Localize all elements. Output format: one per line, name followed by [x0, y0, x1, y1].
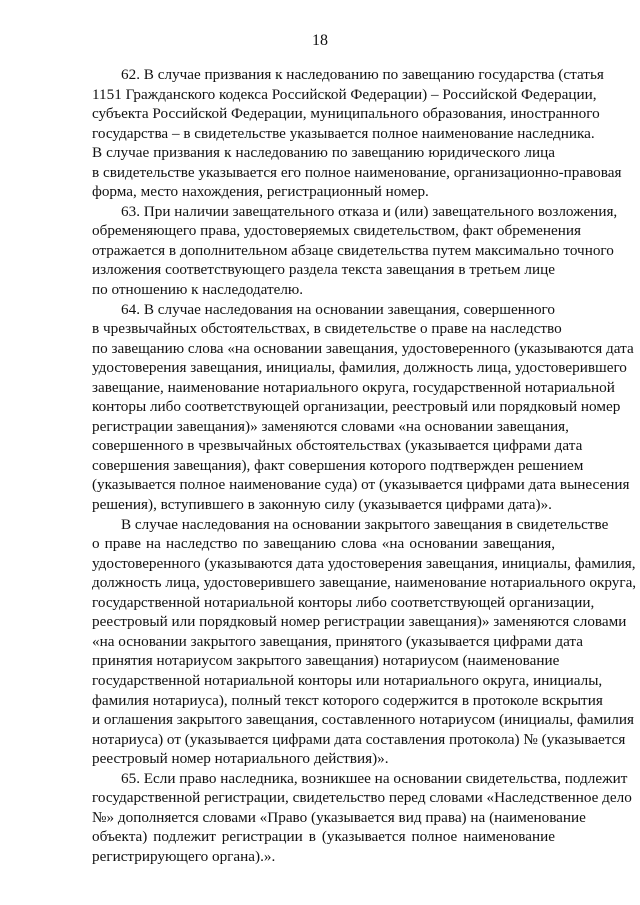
text-line: субъекта Российской Федерации, муниципального образования, иностранного: [92, 105, 600, 123]
text-line: отражается в дополнительном абзаце свидетельства путем максимально точного: [92, 241, 614, 259]
text-line: изложения соответствующего раздела текста завещания в третьем лице: [92, 261, 555, 279]
text-line: реестровый или порядковый номер регистрации завещания)» заменяются словами: [92, 613, 627, 631]
text-line: решения), вступившего в законную силу (указывается цифрами дата)».: [92, 496, 552, 514]
text-line: должность лица, удостоверившего завещание, наименование нотариального округа,: [92, 574, 637, 592]
text-line: принятия нотариусом закрытого завещания) нотариусом (наименование: [92, 652, 560, 670]
text-line: конторы либо соответствующей организации, реестровый или порядковый номер: [92, 398, 621, 416]
text-line: №» дополняется словами «Право (указывается вид права) на (наименование: [92, 808, 586, 826]
text-line: государственной нотариальной конторы либо соответствующей организации,: [92, 593, 595, 611]
text-line: форма, место нахождения, регистрационный номер.: [92, 183, 429, 201]
text-line: реестровый номер нотариального действия)».: [92, 750, 389, 768]
text-line: В случае призвания к наследованию по завещанию юридического лица: [92, 144, 555, 162]
text-line: 64. В случае наследования на основании завещания, совершенного: [121, 300, 555, 318]
text-line: о праве на наследство по завещанию слова «на основании завещания,: [92, 535, 555, 553]
page-number: 18: [312, 32, 328, 49]
text-line: регистрации завещания)» заменяются словами «на основании завещания,: [92, 417, 569, 435]
text-line: завещание, наименование нотариального округа, государственной нотариальной: [92, 378, 615, 396]
text-line: 1151 Гражданского кодекса Российской Федерации) – Российской Федерации,: [92, 85, 597, 103]
text-line: государства – в свидетельстве указывается полное наименование наследника.: [92, 124, 595, 142]
text-line: удостоверения завещания, инициалы, фамилия, должность лица, удостоверившего: [92, 359, 627, 377]
text-line: 62. В случае призвания к наследованию по завещанию государства (статья: [121, 66, 604, 83]
text-line: государственной нотариальной конторы или нотариального округа, инициалы,: [92, 671, 603, 689]
text-line: (указывается полное наименование суда) от (указывается цифрами дата вынесения: [92, 476, 630, 494]
text-line: государственной регистрации, свидетельство перед словами «Наследственное дело: [92, 789, 632, 807]
paragraph: [92, 300, 634, 515]
paragraph: [92, 769, 632, 867]
text-line: регистрирующего органа).».: [92, 847, 276, 865]
text-line: и оглашения закрытого завещания, составленного нотариусом (инициалы, фамилия: [92, 711, 635, 729]
text-line: удостоверенного (указываются дата удостоверения завещания, инициалы, фамилия,: [92, 554, 636, 572]
text-line: обременяющего права, удостоверяемых свидетельством, факт обременения: [92, 222, 582, 240]
text-line: «на основании закрытого завещания, принятого (указывается цифрами дата: [92, 632, 583, 650]
text-line: В случае наследования на основании закрытого завещания в свидетельстве: [121, 515, 609, 533]
text-line: объекта) подлежит регистрации в (указывается полное наименование: [92, 828, 555, 846]
text-line: по завещанию слова «на основании завещания, удостоверенного (указываются дата: [92, 339, 634, 357]
text-line: совершенного в чрезвычайных обстоятельствах (указывается цифрами дата: [92, 437, 583, 455]
paragraph: [92, 202, 618, 300]
text-line: совершения завещания), факт совершения которого подтвержден решением: [92, 456, 584, 474]
text-line: в свидетельстве указывается его полное наименование, организационно-правовая: [92, 163, 622, 181]
text-line: 63. При наличии завещательного отказа и (или) завещательного возложения,: [121, 202, 618, 220]
text-line: фамилия нотариуса), полный текст которого содержится в протоколе вскрытия: [92, 691, 603, 709]
text-line: в чрезвычайных обстоятельствах, в свидетельстве о праве на наследство: [92, 320, 562, 338]
paragraph: [92, 65, 622, 202]
text-line: 65. Если право наследника, возникшее на основании свидетельства, подлежит: [121, 769, 628, 787]
document-body: [92, 65, 637, 866]
text-line: нотариуса) от (указывается цифрами дата составления протокола) № (указывается: [92, 730, 626, 748]
paragraph: [92, 515, 637, 769]
text-line: по отношению к наследодателю.: [92, 281, 304, 299]
